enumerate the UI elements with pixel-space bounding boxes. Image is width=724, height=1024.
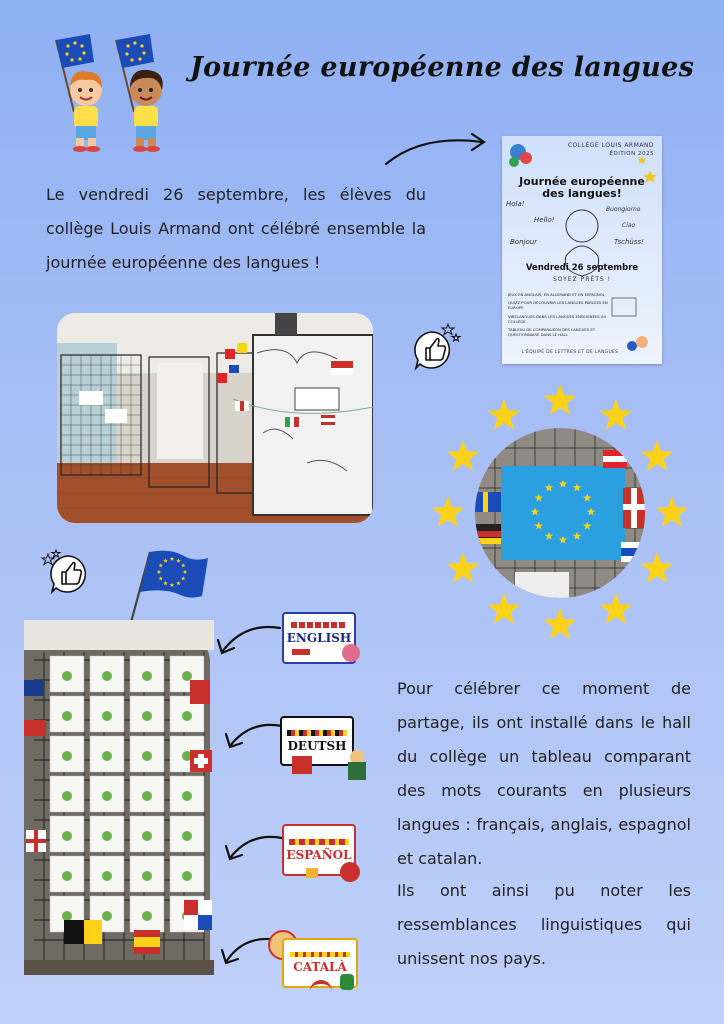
body-paragraph-1: Pour célébrer ce moment de partage, ils ont installé dans le hall du collège un tableau comparant des mots courants en plusieurs langues : français, anglais, espagnol et catalan.: [397, 679, 691, 868]
eu-star-icon: [656, 496, 688, 527]
poster-edition: ÉDITION 2025: [609, 151, 654, 157]
poster-greeting-2: Hello!: [534, 216, 555, 224]
arrow-icon: [214, 620, 284, 660]
deutsh-label: DEUTSH: [287, 738, 347, 753]
arrow-icon: [382, 126, 502, 170]
english-tag: [282, 612, 356, 664]
eu-star-icon: [447, 552, 479, 583]
poster-ready: SOYEZ PRÊTS !: [552, 276, 612, 283]
eu-flag-photo: [475, 428, 645, 598]
arrow-icon: [222, 830, 286, 866]
body-paragraph-2: Ils ont ainsi pu noter les ressemblances linguistiques qui unissent nos pays.: [397, 881, 691, 968]
catala-label: CATALÀ: [293, 960, 347, 974]
eu-flag-icon: [120, 548, 212, 628]
poster-bullet: VIRELANGUES DANS LES LANGUES ENSEIGNÉES AU COLLÈGE: [508, 313, 607, 324]
kids-with-flags-illustration: [36, 32, 176, 154]
event-poster: [502, 136, 662, 364]
poster-greeting-3: Bonjour: [510, 238, 538, 246]
poster-greeting-1: Hola!: [506, 200, 525, 208]
poster-title: Journée européenne des langues!: [519, 175, 645, 200]
thumbs-up-icon: [40, 548, 96, 598]
espanol-tag: [282, 824, 366, 890]
poster-date: Vendredi 26 septembre: [525, 263, 639, 273]
eu-star-icon: [447, 440, 479, 471]
eu-star-icon: [544, 384, 576, 415]
poster-bullet: QUIZZ POUR DÉCOUVRIR LES LANGUES PARLÉES EN EUROPE: [508, 300, 608, 311]
eu-star-icon: [600, 399, 632, 430]
espanol-label: ESPAÑOL: [286, 847, 352, 862]
poster-bullet: TABLEAU DE COMPARAISON DES LANGUES ET QUESTIONNAIRE DANS LE HALL: [508, 327, 596, 338]
language-board-photo: [24, 620, 214, 975]
eu-star-icon: [488, 593, 520, 624]
eu-star-icon: [641, 552, 673, 583]
eu-star-icon: [488, 399, 520, 430]
eu-star-icon: [600, 593, 632, 624]
eu-star-icon: [544, 608, 576, 639]
intro-paragraph: Le vendredi 26 septembre, les élèves du collège Louis Armand ont célébré ensemble la journée européenne des langues !: [46, 185, 426, 272]
eu-star-icon: [432, 496, 464, 527]
poster-greeting-5: Buongiorno: [606, 206, 641, 213]
poster-footer: L'ÉQUIPE DE LETTRES ET DE LANGUES: [521, 350, 619, 355]
hall-display-photo: [57, 313, 373, 523]
poster-bullet: JEUX EN ANGLAIS, EN ALLEMAND ET EN ESPAGNOL: [508, 292, 605, 297]
english-label: ENGLISH: [286, 630, 352, 645]
deutsh-tag: [280, 716, 372, 782]
poster-school: COLLÈGE LOUIS ARMAND: [567, 142, 654, 149]
thumbs-up-icon: [410, 320, 462, 372]
poster-greeting-4: Tschüss!: [614, 238, 644, 246]
catala-tag: [268, 930, 362, 994]
page-title: Journée européenne des langues: [190, 52, 695, 83]
arrow-icon: [222, 718, 286, 754]
eu-star-icon: [641, 440, 673, 471]
poster-greeting-6: Ciao: [622, 222, 636, 229]
